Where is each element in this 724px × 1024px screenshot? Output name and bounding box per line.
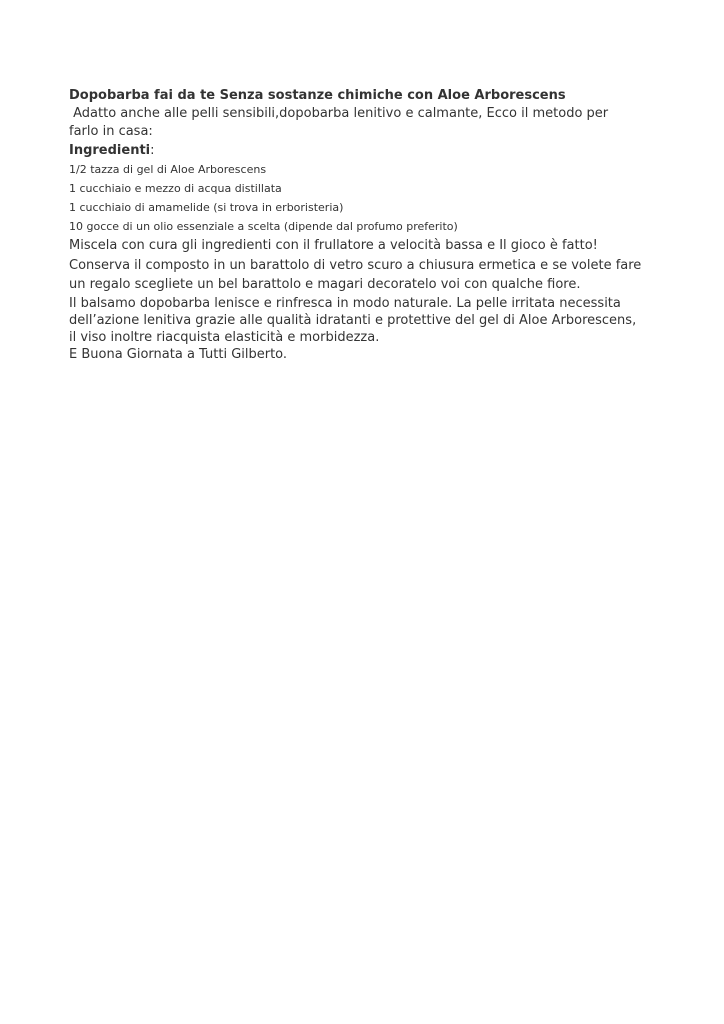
ingredients-heading <box>69 141 669 160</box>
ingredients-heading-colon: : <box>150 143 155 158</box>
benefits-paragraph: Il balsamo dopobarba lenisce e rinfresca in modo naturale. La pelle irritata necessita dell’azione lenitiva grazie alle qualità idratanti e protettive del gel di Aloe Arborescens, il viso inoltre riacquista elasticità e morbidezza. <box>69 295 637 345</box>
ingredients-heading-label: Ingredienti <box>69 143 151 158</box>
intro-paragraph: Adatto anche alle pelli sensibili,dopobarba lenitivo e calmante, Ecco il metodo per farlo in casa: <box>69 106 613 139</box>
closing-line: E Buona Giornata a Tutti Gilberto. <box>69 346 288 362</box>
method-paragraph: Miscela con cura gli ingredienti con il frullatore a velocità bassa e Il gioco è fatto! Conserva il composto in un barattolo di vetro scuro a chiusura ermetica e se volete fare un regalo scegliete un bel barattolo e magari decoratelo voi con qualche fiore. <box>69 238 642 292</box>
ingredient-item: 1 cucchiaio e mezzo di acqua distillata <box>69 182 282 195</box>
ingredient-item: 1 cucchiaio di amamelide (si trova in erboristeria) <box>69 201 344 214</box>
ingredients-list <box>69 160 669 236</box>
document-page <box>69 86 669 363</box>
document-title: Dopobarba fai da te Senza sostanze chimiche con Aloe Arborescens <box>69 88 566 103</box>
ingredient-item: 10 gocce di un olio essenziale a scelta (dipende dal profumo preferito) <box>69 220 458 233</box>
ingredient-item: 1/2 tazza di gel di Aloe Arborescens <box>69 163 267 176</box>
